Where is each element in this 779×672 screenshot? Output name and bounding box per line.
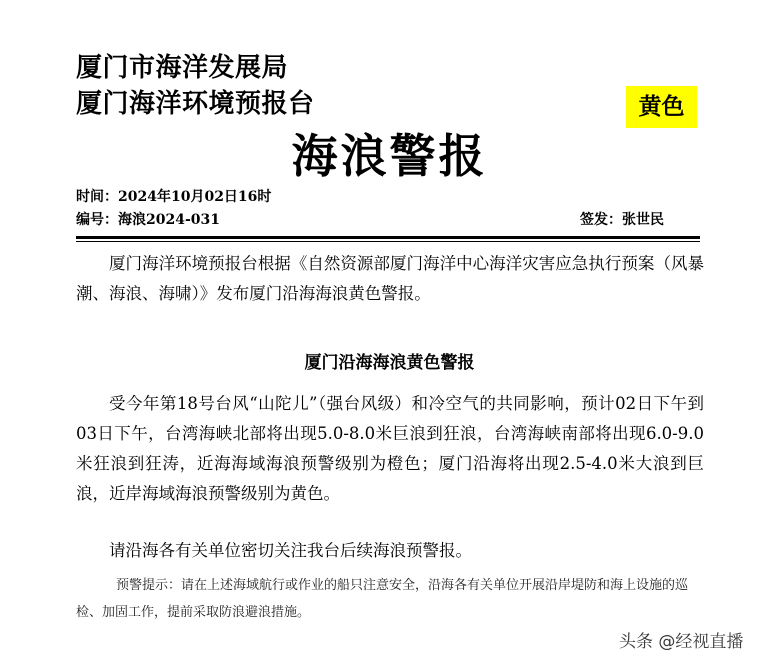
forecast-paragraph: 受今年第18号台风“山陀儿”（强台风级）和冷空气的共同影响，预计02日下午到03日下午，台湾海峡北部将出现5.0-8.0米巨浪到狂浪，台湾海峡南部将出现6.0-9.0米狂浪到狂涛，近海海域海浪预警级别为橙色；厦门沿海将出现2.5-4.0米大浪到巨浪，近岸海域海浪预警级别为黄色。: [76, 394, 704, 503]
warning-level-badge: 黄色: [626, 86, 697, 128]
signer: 签发：张世民: [580, 212, 664, 228]
issue-time: 时间：2024年10月02日16时: [76, 189, 272, 205]
issuing-organization: 厦门市海洋发展局: [76, 53, 289, 83]
intro-paragraph: 厦门海洋环境预报台根据《自然资源部厦门海洋中心海洋灾害应急执行预案（风暴潮、海浪、海啸）》发布厦门沿海海浪黄色警报。: [76, 254, 704, 303]
forecast-station: 厦门海洋环境预报台: [76, 89, 315, 119]
header-divider-thick: [76, 236, 700, 239]
source-watermark: 头条 @经视直播: [619, 632, 744, 652]
section-title: 厦门沿海海浪黄色警报: [304, 353, 475, 373]
warning-tip: 预警提示：请在上述海域航行或作业的船只注意安全，沿海各有关单位开展沿岸堤防和海上设施的巡检、加固工作，提前采取防浪避浪措施。: [76, 578, 689, 620]
document-title: 海浪警报: [291, 129, 488, 183]
attention-paragraph: 请沿海各有关单位密切关注我台后续海浪预警报。: [109, 541, 472, 560]
document-number: 编号：海浪2024-031: [76, 212, 220, 228]
header-divider-thin: [76, 241, 700, 242]
